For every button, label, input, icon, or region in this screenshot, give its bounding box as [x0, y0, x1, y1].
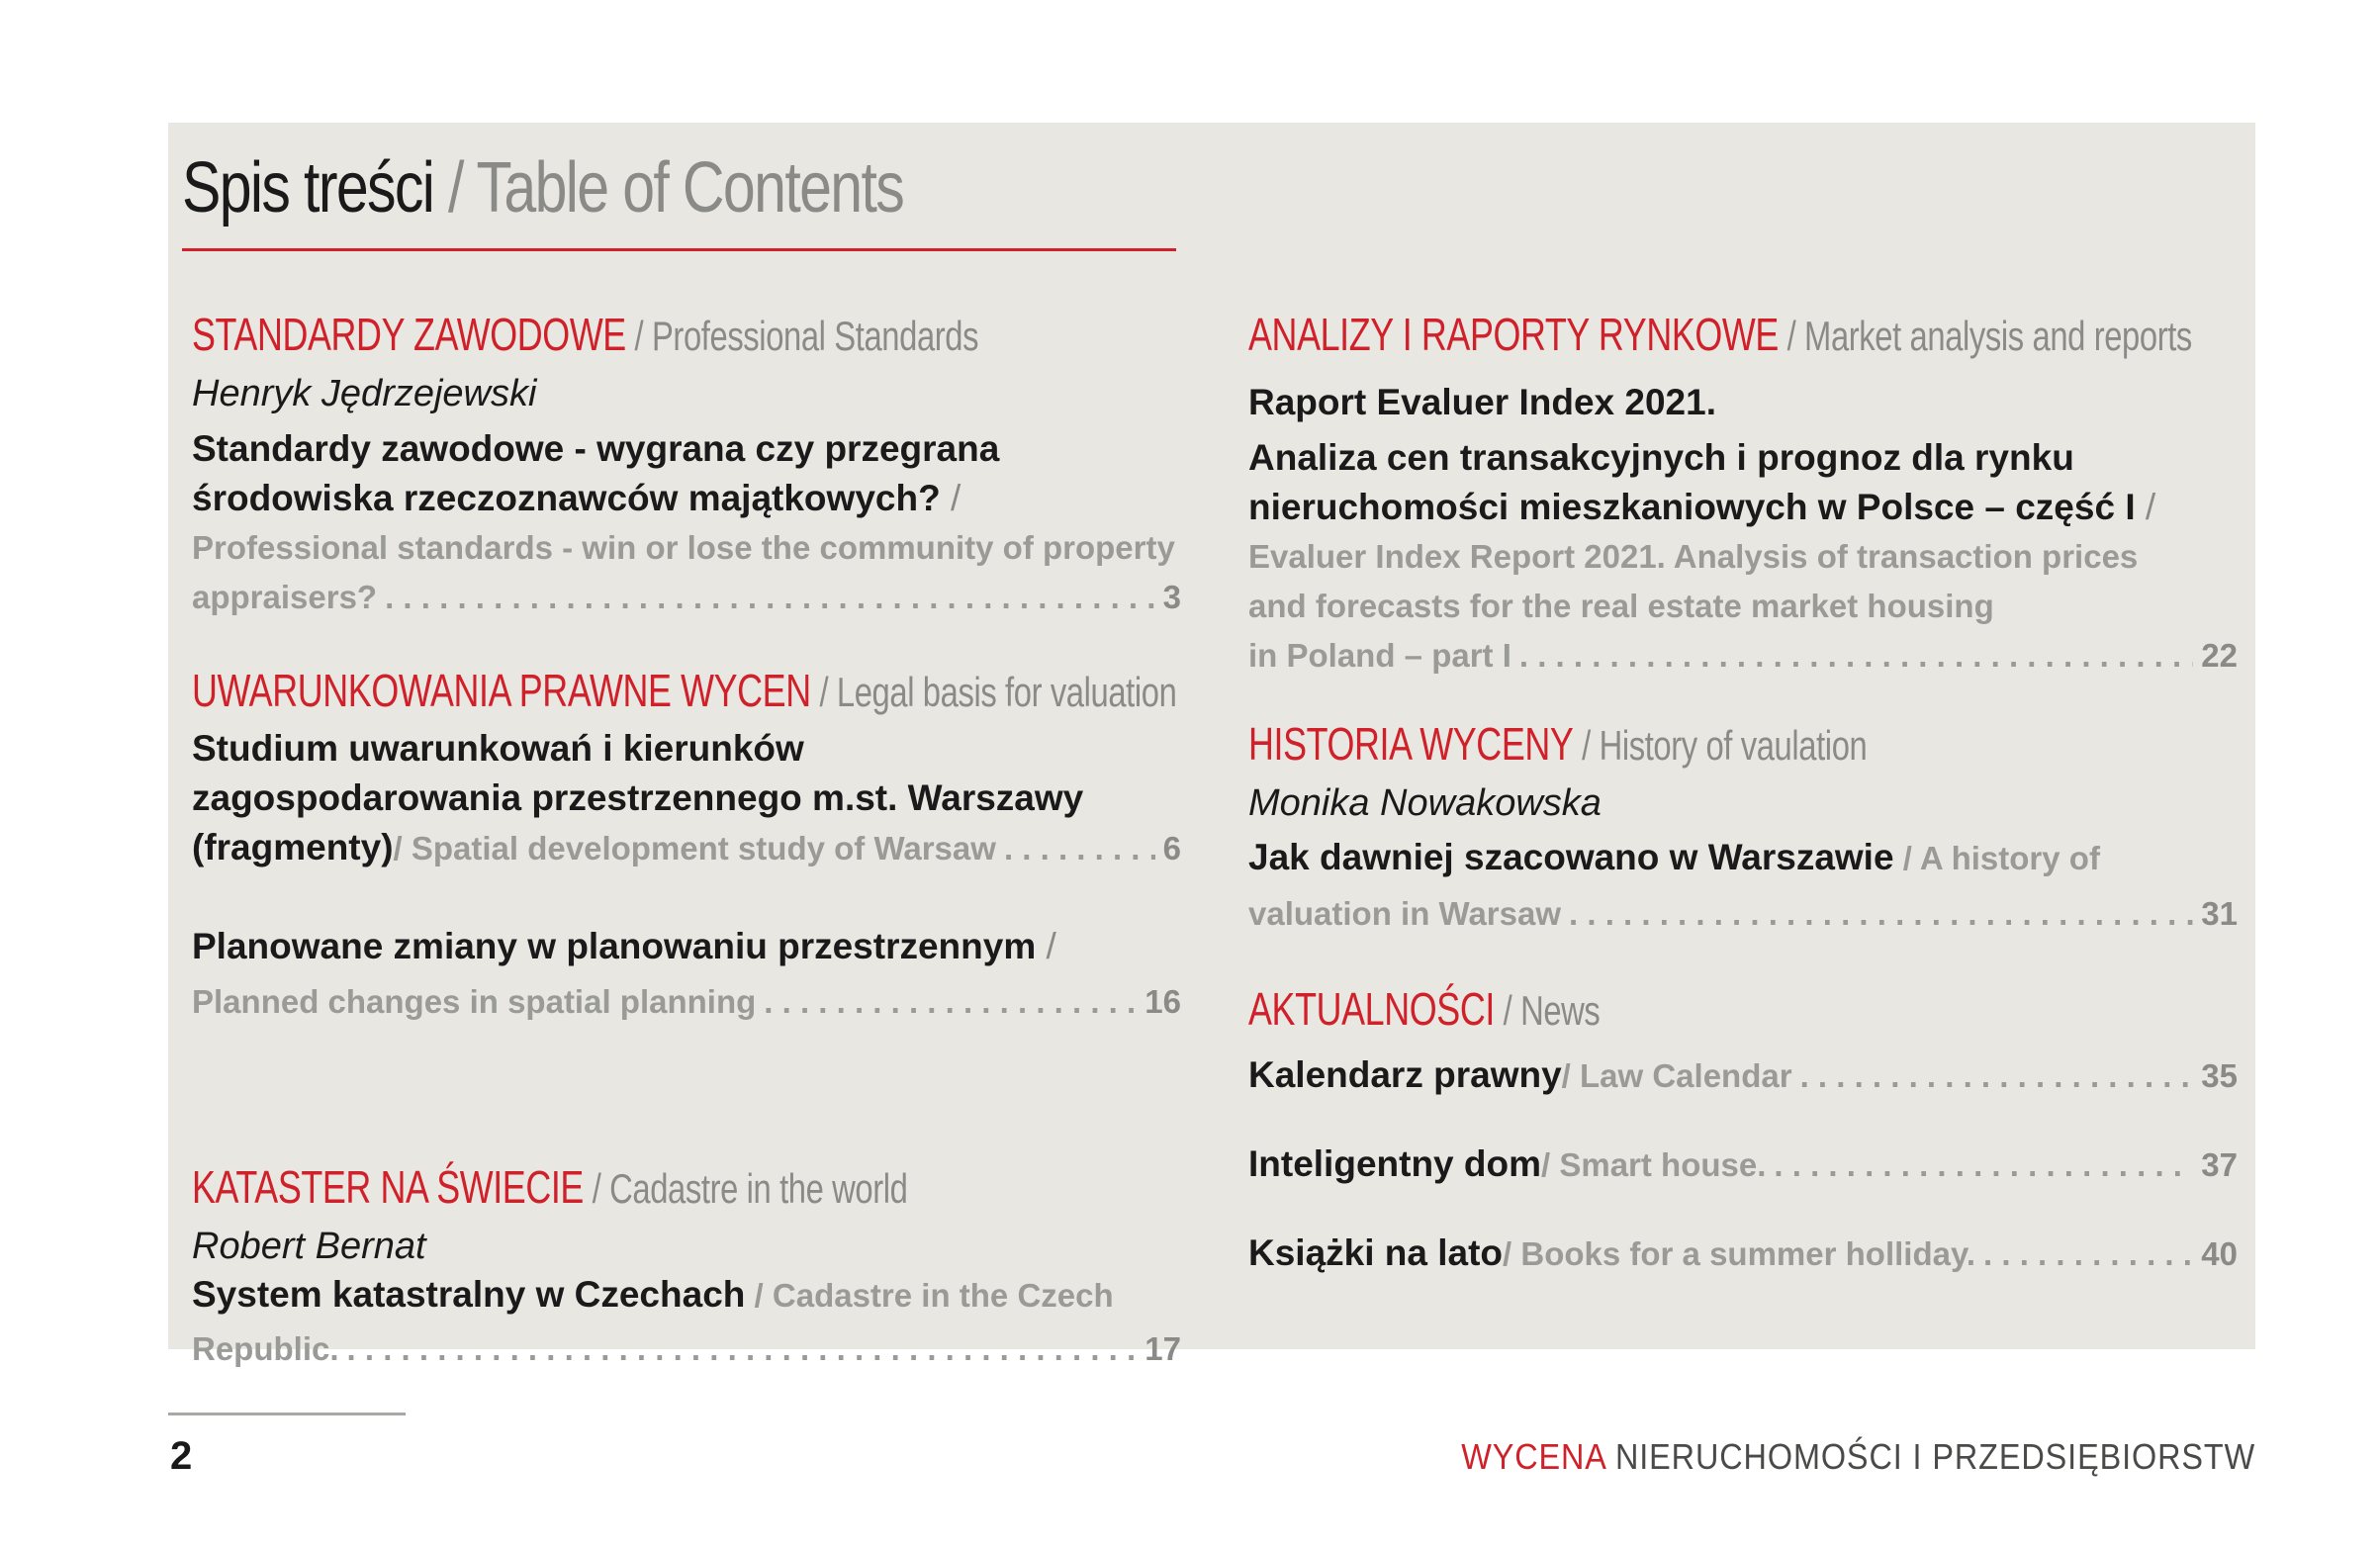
section-title-en: / Professional Standards [625, 313, 979, 359]
page-number-ref: 3 [1162, 579, 1181, 615]
article-title-line: Planowane zmiany w planowaniu przestrzennym [192, 926, 1037, 966]
toc-entry-czech-cadastre[interactable] [192, 1270, 1181, 1374]
toc-header [182, 148, 1176, 251]
author-name: Henryk Jędrzejewski [192, 373, 537, 414]
article-title [192, 424, 1181, 523]
page-number-ref: 17 [1144, 1330, 1181, 1367]
toc-entry-planned-changes[interactable] [192, 922, 1181, 1027]
article-title-line: Standardy zawodowe - wygrana czy przegrana [192, 428, 1000, 469]
page-number-ref: 6 [1162, 830, 1181, 866]
title-polish: Spis treści [182, 148, 434, 228]
dot-leader [347, 1324, 1138, 1374]
article-title-line: nieruchomości mieszkaniowych w Polsce – część I [1248, 487, 2136, 527]
section-title-pl: HISTORIA WYCENY [1248, 718, 1574, 770]
article-title-english: Planned changes in spatial planning [192, 983, 757, 1020]
section-heading-cadastre [192, 1159, 1181, 1217]
toc-entry-spatial-study[interactable] [192, 724, 1181, 873]
section-title-pl: ANALIZY I RAPORTY RYNKOWE [1248, 309, 1779, 360]
article-title-english: / A history of [1893, 840, 2100, 876]
slash-separator: / [940, 478, 961, 518]
dot-leader-line [1248, 1050, 2238, 1101]
dot-leader [764, 977, 1137, 1027]
article-title-english: Professional standards - win or lose the community of property [192, 529, 1175, 566]
table-of-contents-panel [168, 123, 2255, 1367]
slash-separator: / [2135, 487, 2156, 527]
author-name: Monika Nowakowska [1248, 782, 1602, 824]
section-heading-history [1248, 716, 2238, 774]
article-title-english: Republic. [192, 1330, 339, 1367]
article-title-english: valuation in Warsaw [1248, 895, 1562, 932]
author-name: Robert Bernat [192, 1226, 426, 1267]
dot-leader-line [1248, 889, 2238, 939]
article-title-line: Raport Evaluer Index 2021. [1248, 382, 1716, 422]
article-title-english: / Books for a summer holliday. [1503, 1235, 1976, 1272]
section-title-en: / News [1494, 987, 1601, 1034]
article-title-line: Książki na lato [1248, 1232, 1504, 1273]
toc-entry-law-calendar[interactable] [1248, 1050, 2238, 1101]
page-title [182, 148, 904, 228]
article-title [1248, 833, 2238, 883]
toc-entry-professional-standards[interactable] [192, 424, 1181, 622]
toc-entry-summer-books[interactable] [1248, 1229, 2238, 1279]
dot-leader-line [192, 977, 1181, 1027]
article-title-line: System katastralny w Czechach [192, 1274, 746, 1315]
article-title-line: Inteligentny dom [1248, 1143, 1541, 1184]
page-number-ref: 35 [2201, 1057, 2238, 1094]
article-title-english: Evaluer Index Report 2021. Analysis of transaction prices [1248, 538, 2139, 575]
article-title-line: Jak dawniej szacowano w Warszawie [1248, 837, 1894, 877]
dot-leader [1800, 1051, 2194, 1101]
page-number-ref: 40 [2201, 1235, 2238, 1272]
article-title-english: / Smart house. [1541, 1146, 1767, 1183]
section-title-en: / Legal basis for valuation [810, 669, 1177, 715]
dot-leader [1519, 631, 2193, 681]
article-title-english: in Poland – part I [1248, 637, 1511, 674]
dot-leader [1569, 889, 2193, 939]
dot-leader [1774, 1140, 2193, 1190]
section-title-pl: KATASTER NA ŚWIECIE [192, 1161, 584, 1213]
dot-leader [1004, 824, 1155, 873]
journal-name-accent: WYCENA [1461, 1436, 1605, 1477]
section-title-en: / Cadastre in the world [583, 1165, 908, 1212]
page-number-ref: 22 [2201, 637, 2238, 674]
section-title-en: / Market analysis and reports [1778, 313, 2192, 359]
article-title-line: Kalendarz prawny [1248, 1054, 1562, 1095]
page-number-ref: 31 [2201, 895, 2238, 932]
dot-leader-line [192, 1324, 1181, 1374]
dot-leader-line [1248, 631, 2238, 681]
toc-entry-evaluer-index[interactable] [1248, 378, 2238, 681]
footer-page-number: 2 [170, 1434, 193, 1478]
dot-leader-line [1248, 1229, 2238, 1279]
article-title-line: (fragmenty) [192, 827, 394, 867]
article-title [1248, 378, 2238, 532]
toc-entry-smart-house[interactable] [1248, 1140, 2238, 1190]
journal-name-rest: NIERUCHOMOŚCI I PRZEDSIĘBIORSTW [1604, 1436, 2255, 1477]
dot-leader-line [1248, 1140, 2238, 1190]
article-title-english: appraisers? [192, 579, 378, 615]
journal-name [1461, 1436, 2255, 1478]
article-title [192, 1270, 1181, 1321]
article-title [192, 724, 1181, 823]
article-title-english: and forecasts for the real estate market housing [1248, 588, 1994, 624]
dot-leader-line [192, 823, 1181, 873]
article-title-line: Analiza cen transakcyjnych i prognoz dla rynku [1248, 437, 2074, 478]
section-heading-news [1248, 981, 2238, 1039]
toc-entry-warsaw-valuation[interactable] [1248, 833, 2238, 939]
section-heading-legal-basis [192, 663, 1181, 720]
dot-leader [385, 573, 1155, 622]
title-english: / Table of Contents [433, 148, 904, 228]
article-title-english: / Law Calendar [1561, 1057, 1792, 1094]
section-heading-professional-standards [192, 307, 1181, 364]
slash-separator: / [1036, 926, 1056, 966]
article-title [192, 922, 1181, 971]
footer-rule [168, 1413, 406, 1415]
article-title-english: / Spatial development study of Warsaw [393, 830, 996, 866]
section-heading-market-analysis [1248, 307, 2238, 364]
article-title-line: środowiska rzeczoznawców majątkowych? [192, 478, 941, 518]
page-number-ref: 16 [1144, 983, 1181, 1020]
article-title-line: zagospodarowania przestrzennego m.st. Warszawy [192, 777, 1084, 818]
section-title-pl: STANDARDY ZAWODOWE [192, 309, 626, 360]
article-title-line: Studium uwarunkowań i kierunków [192, 728, 804, 769]
dot-leader-line [192, 573, 1181, 622]
page-number-ref: 37 [2201, 1146, 2238, 1183]
dot-leader [1983, 1230, 2193, 1279]
section-title-pl: AKTUALNOŚCI [1248, 983, 1495, 1035]
article-title-english: / Cadastre in the Czech [745, 1277, 1114, 1314]
section-title-en: / History of vaulation [1573, 722, 1868, 769]
section-title-pl: UWARUNKOWANIA PRAWNE WYCEN [192, 665, 811, 716]
